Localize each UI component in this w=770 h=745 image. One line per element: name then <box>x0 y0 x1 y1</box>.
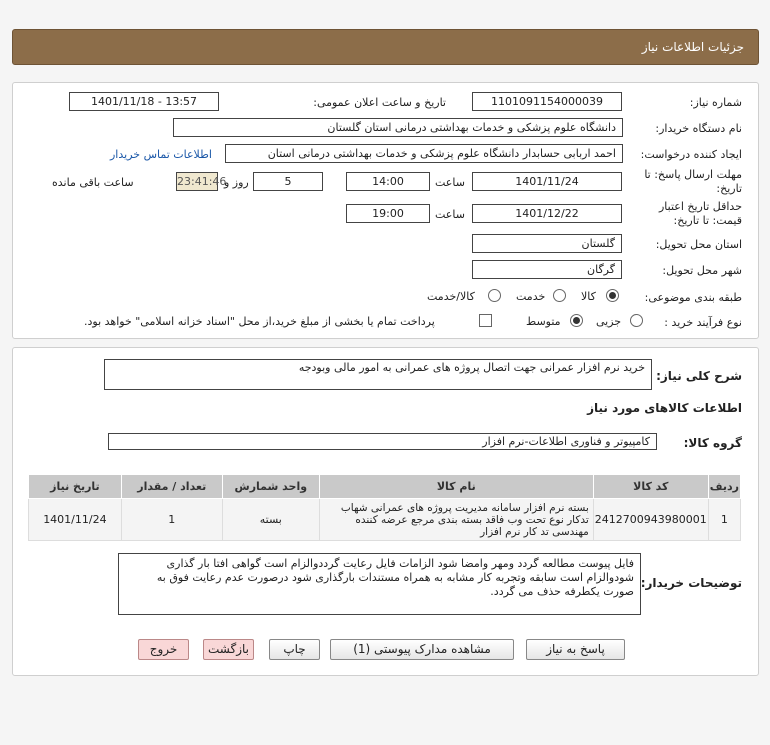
buyer-org-field: دانشگاه علوم پزشکی و خدمات بهداشتی درمانی استان گلستان <box>173 118 623 137</box>
validity-label <box>659 200 742 228</box>
col-name: نام کالا <box>319 475 593 499</box>
col-date: تاریخ نیاز <box>29 475 122 499</box>
buyer-org-label: نام دستگاه خریدار: <box>655 122 742 135</box>
announce-datetime-label: تاریخ و ساعت اعلان عمومی: <box>313 96 446 109</box>
buyer-notes-label: توضیحات خریدار: <box>640 576 742 590</box>
deadline-date-field: 1401/11/24 <box>472 172 622 191</box>
col-unit: واحد شمارش <box>222 475 319 499</box>
need-number-field: 1101091154000039 <box>472 92 622 111</box>
table-row <box>29 499 741 541</box>
goods-table <box>28 474 741 541</box>
category-goods-label: کالا <box>581 290 596 303</box>
process-minor-radio[interactable] <box>630 314 643 327</box>
cell-name: بسته نرم افزار سامانه مدیریت پروژه های عمرانی شهاب تدکار نوع تحت وب فاقد بسته بندی مرجع عرضه کننده مهندسی تد کار نرم افزار <box>319 499 593 541</box>
page-header <box>12 29 759 65</box>
validity-time-field: 19:00 <box>346 204 430 223</box>
col-code: کد کالا <box>593 475 708 499</box>
category-service-label: خدمت <box>516 290 546 303</box>
category-goods-service-radio[interactable] <box>488 289 501 302</box>
reply-button[interactable]: پاسخ به نیاز <box>526 639 625 660</box>
treasury-payment-note: پرداخت تمام یا بخشی از مبلغ خرید،از محل "اسناد خزانه اسلامی" خواهد بود. <box>84 315 435 328</box>
summary-label: شرح کلی نیاز: <box>656 369 742 383</box>
process-medium-radio[interactable] <box>570 314 583 327</box>
cell-code: 2412700943980001 <box>593 499 708 541</box>
buyer-notes-field: فایل پیوست مطالعه گردد ومهر وامضا شود الزامات فایل رعایت گرددوالزام است گواهی افتا بار گذاری شودوالزام است سابقه وتجربه کار مشابه به همراه مستندات بارگذاری شود درصورت عدم رعایت فوق به صورت یکطرفه حذف می گردد. <box>118 553 641 615</box>
summary-field: خرید نرم افزار عمرانی جهت اتصال پروژه های عمرانی به امور مالی وبودجه <box>104 359 652 390</box>
days-label: روز و <box>224 176 249 189</box>
process-minor-label: جزیی <box>596 315 622 328</box>
remaining-time-field: 23:41:46 <box>176 172 218 191</box>
process-medium-label: متوسط <box>526 315 561 328</box>
creator-field: احمد اربابی حسابدار دانشگاه علوم پزشکی و خدمات بهداشتی درمانی استان <box>225 144 623 163</box>
exit-button[interactable]: خروج <box>138 639 189 660</box>
buyer-contact-link[interactable]: اطلاعات تماس خریدار <box>110 148 212 161</box>
days-field: 5 <box>253 172 323 191</box>
cell-qty: 1 <box>121 499 222 541</box>
deadline-time-field: 14:00 <box>346 172 430 191</box>
view-attachments-button[interactable]: مشاهده مدارک پیوستی (1) <box>330 639 514 660</box>
province-label: استان محل تحویل: <box>655 238 742 251</box>
deadline-label-line1: مهلت ارسال پاسخ: تا <box>644 168 742 181</box>
treasury-payment-checkbox[interactable] <box>479 314 492 327</box>
cell-unit: بسته <box>222 499 319 541</box>
remaining-time-label: ساعت باقی مانده <box>52 176 134 189</box>
province-field: گلستان <box>472 234 622 253</box>
col-row: ردیف <box>708 475 740 499</box>
category-service-radio[interactable] <box>553 289 566 302</box>
goods-table-header-row <box>29 475 741 499</box>
deadline-time-label: ساعت <box>435 176 465 189</box>
goods-section-title: اطلاعات کالاهای مورد نیاز <box>587 401 742 415</box>
col-qty: تعداد / مقدار <box>121 475 222 499</box>
validity-label-line1: حداقل تاریخ اعتبار <box>658 200 742 213</box>
cell-row: 1 <box>708 499 740 541</box>
announce-datetime-field: 1401/11/18 - 13:57 <box>69 92 219 111</box>
category-goods-service-label: کالا/خدمت <box>427 290 475 303</box>
validity-time-label: ساعت <box>435 208 465 221</box>
goods-group-label: گروه کالا: <box>683 436 742 450</box>
category-label: طبقه بندی موضوعی: <box>644 291 742 304</box>
process-label: نوع فرآیند خرید : <box>664 316 742 329</box>
creator-label: ایجاد کننده درخواست: <box>640 148 742 161</box>
goods-group-field: کامپیوتر و فناوری اطلاعات-نرم افزار <box>108 433 657 450</box>
back-button[interactable]: بازگشت <box>203 639 254 660</box>
cell-date: 1401/11/24 <box>29 499 122 541</box>
validity-date-field: 1401/12/22 <box>472 204 622 223</box>
print-button[interactable]: چاپ <box>269 639 320 660</box>
deadline-label <box>644 168 742 196</box>
city-field: گرگان <box>472 260 622 279</box>
need-number-label: شماره نیاز: <box>689 96 742 109</box>
category-goods-radio[interactable] <box>606 289 619 302</box>
city-label: شهر محل تحویل: <box>662 264 742 277</box>
page-title: جزئیات اطلاعات نیاز <box>641 40 744 54</box>
validity-label-line2: قیمت: تا تاریخ: <box>673 214 742 227</box>
deadline-label-line2: تاریخ: <box>716 182 742 195</box>
